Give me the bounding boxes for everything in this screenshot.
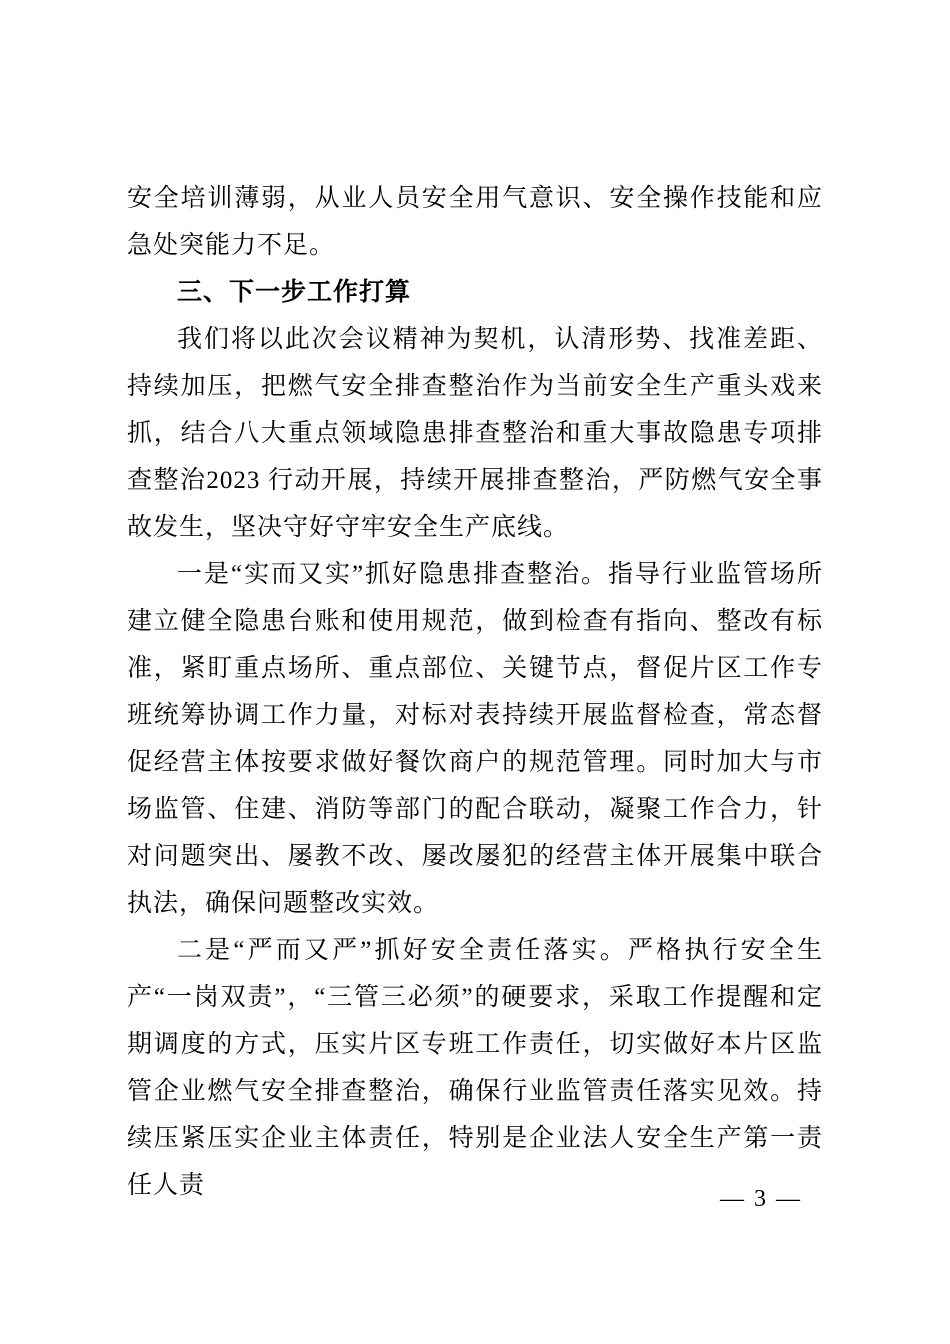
section-heading: 三、下一步工作打算 <box>177 278 412 306</box>
paragraph-point-two: 二是“严而又严”抓好安全责任落实。严格执行安全生产“一岗双责”，“三管三必须”的硬要求，采取工作提醒和定期调度的方式，压实片区专班工作责任，切实做好本片区监管企业燃气安全排查整治，确保行业监管责任落实见效。持续压紧压实企业主体责任，特别是企业法人安全生产第一责任人责 <box>127 937 823 1199</box>
paragraph-point-one: 一是“实而又实”抓好隐患排查整治。指导行业监管场所建立健全隐患台账和使用规范，做到检查有指向、整改有标准，紧盯重点场所、重点部位、关键节点，督促片区工作专班统筹协调工作力量，对标对表持续开展监督检查，常态督促经营主体按要求做好餐饮商户的规范管理。同时加大与市场监管、住建、消防等部门的配合联动，凝聚工作合力，针对问题突出、屡教不改、屡改屡犯的经营主体开展集中联合执法，确保问题整改实效。 <box>127 561 823 917</box>
paragraph-intro: 我们将以此次会议精神为契机，认清形势、找准差距、持续加压，把燃气安全排查整治作为当前安全生产重头戏来抓，结合八大重点领域隐患排查整治和重大事故隐患专项排查整治2023 行动开展，持续开展排查整治，严防燃气安全事故发生，坚决守好守牢安全生产底线。 <box>127 326 823 541</box>
page-number: — 3 — <box>720 1186 802 1212</box>
document-content <box>127 175 823 1209</box>
paragraph-continuation: 安全培训薄弱，从业人员安全用气意识、安全操作技能和应急处突能力不足。 <box>127 185 823 259</box>
